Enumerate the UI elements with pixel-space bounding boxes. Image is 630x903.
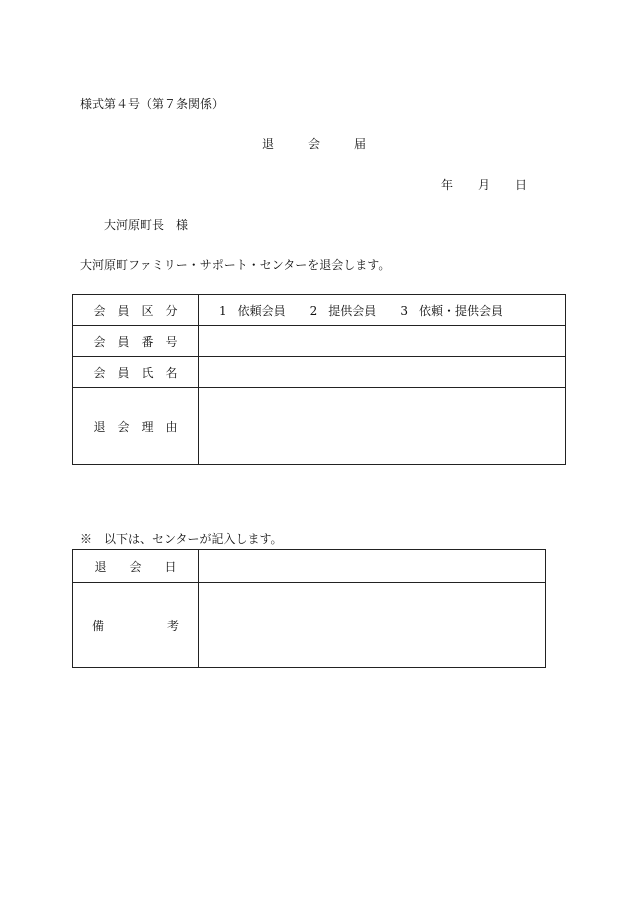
- withdrawal-statement: 大河原町ファミリー・サポート・センターを退会します。: [80, 258, 391, 272]
- member-name-label: 会 員 氏 名: [73, 357, 199, 388]
- member-type-options[interactable]: [199, 295, 566, 326]
- remarks-row: [73, 583, 546, 668]
- date-day-label: 日: [515, 178, 528, 192]
- withdrawal-reason-label: 退 会 理 由: [73, 388, 199, 465]
- document-title: [262, 137, 366, 151]
- addressee: 大河原町長 様: [104, 218, 189, 232]
- date-month-label: 月: [478, 178, 491, 192]
- option-2-number[interactable]: 2: [309, 303, 318, 318]
- member-number-field[interactable]: [199, 326, 566, 357]
- withdrawal-reason-field[interactable]: [199, 388, 566, 465]
- member-type-row: [73, 295, 566, 326]
- member-info-table: [72, 294, 566, 465]
- member-number-row: [73, 326, 566, 357]
- option-2-label[interactable]: 提供会員: [328, 303, 377, 318]
- date-line[interactable]: [441, 178, 527, 192]
- title-char-3: 届: [354, 137, 367, 151]
- option-1-label[interactable]: 依頼会員: [237, 303, 286, 318]
- remarks-label: 備 考: [73, 583, 199, 668]
- member-type-label: 会 員 区 分: [73, 295, 199, 326]
- remarks-field[interactable]: [199, 583, 546, 668]
- member-number-label: 会 員 番 号: [73, 326, 199, 357]
- withdrawal-date-field[interactable]: [199, 550, 546, 583]
- member-name-field[interactable]: [199, 357, 566, 388]
- title-char-1: 退: [262, 137, 275, 151]
- form-number: 様式第４号（第７条関係）: [80, 97, 225, 111]
- date-year-label: 年: [441, 178, 454, 192]
- withdrawal-reason-row: [73, 388, 566, 465]
- option-3-number[interactable]: 3: [400, 303, 408, 318]
- option-3-label[interactable]: 依頼・提供会員: [418, 303, 503, 318]
- center-use-table: [72, 549, 546, 668]
- center-use-note: ※ 以下は、センターが記入します。: [80, 532, 283, 546]
- withdrawal-date-label: 退 会 日: [73, 550, 199, 583]
- withdrawal-date-row: [73, 550, 546, 583]
- option-1-number[interactable]: 1: [219, 303, 227, 318]
- title-char-2: 会: [308, 137, 321, 151]
- member-name-row: [73, 357, 566, 388]
